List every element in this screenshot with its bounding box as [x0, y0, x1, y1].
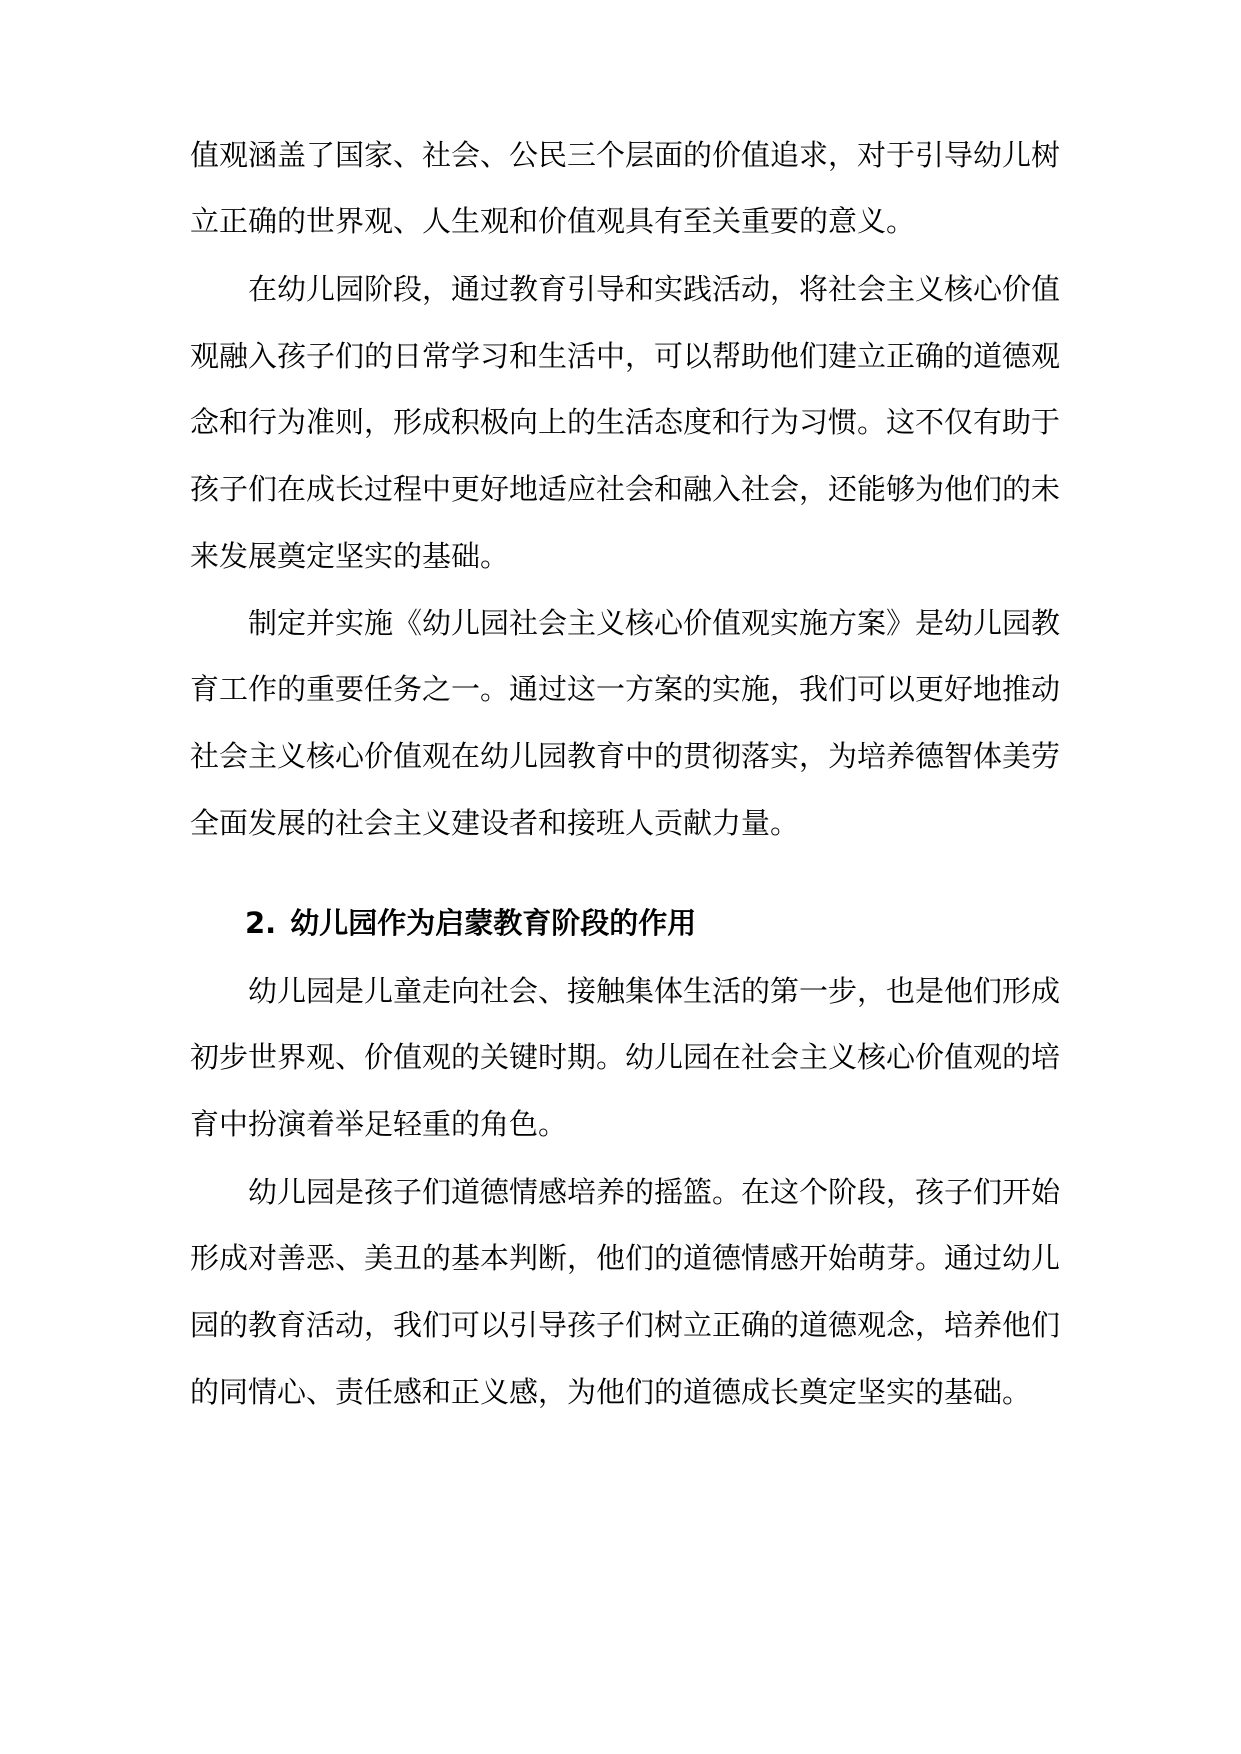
- text-line: 育工作的重要任务之一。通过这一方案的实施，我们可以更好地推动: [190, 672, 1060, 706]
- text-line: 立正确的世界观、人生观和价值观具有至关重要的意义。: [190, 204, 916, 238]
- text-line: 社会主义核心价值观在幼儿园教育中的贯彻落实，为培养德智体美劳: [190, 739, 1060, 773]
- text-line: 育中扮演着举足轻重的角色。: [190, 1107, 568, 1141]
- text-line: 全面发展的社会主义建设者和接班人贡献力量。: [190, 806, 800, 840]
- text-line: 初步世界观、价值观的关键时期。幼儿园在社会主义核心价值观的培: [190, 1040, 1060, 1074]
- section-heading: [245, 905, 1060, 941]
- section-title: 幼儿园作为启蒙教育阶段的作用: [290, 906, 697, 940]
- section-number: 2.: [245, 906, 277, 940]
- text-line: 值观涵盖了国家、社会、公民三个层面的价值追求，对于引导幼儿树: [190, 138, 1060, 172]
- text-line: 幼儿园是儿童走向社会、接触集体生活的第一步，也是他们形成: [248, 974, 1060, 1008]
- text-line: 念和行为准则，形成积极向上的生活态度和行为习惯。这不仅有助于: [190, 405, 1060, 439]
- text-line: 孩子们在成长过程中更好地适应社会和融入社会，还能够为他们的未: [190, 472, 1060, 506]
- text-line: 形成对善恶、美丑的基本判断，他们的道德情感开始萌芽。通过幼儿: [190, 1241, 1060, 1275]
- text-line: 园的教育活动，我们可以引导孩子们树立正确的道德观念，培养他们: [190, 1308, 1060, 1342]
- text-line: 的同情心、责任感和正义感，为他们的道德成长奠定坚实的基础。: [190, 1375, 1032, 1409]
- text-line: 制定并实施《幼儿园社会主义核心价值观实施方案》是幼儿园教: [248, 606, 1060, 640]
- text-line: 来发展奠定坚实的基础。: [190, 539, 510, 573]
- text-line: 观融入孩子们的日常学习和生活中，可以帮助他们建立正确的道德观: [190, 339, 1060, 373]
- text-line: 在幼儿园阶段，通过教育引导和实践活动，将社会主义核心价值: [248, 272, 1060, 306]
- text-line: 幼儿园是孩子们道德情感培养的摇篮。在这个阶段，孩子们开始: [248, 1175, 1060, 1209]
